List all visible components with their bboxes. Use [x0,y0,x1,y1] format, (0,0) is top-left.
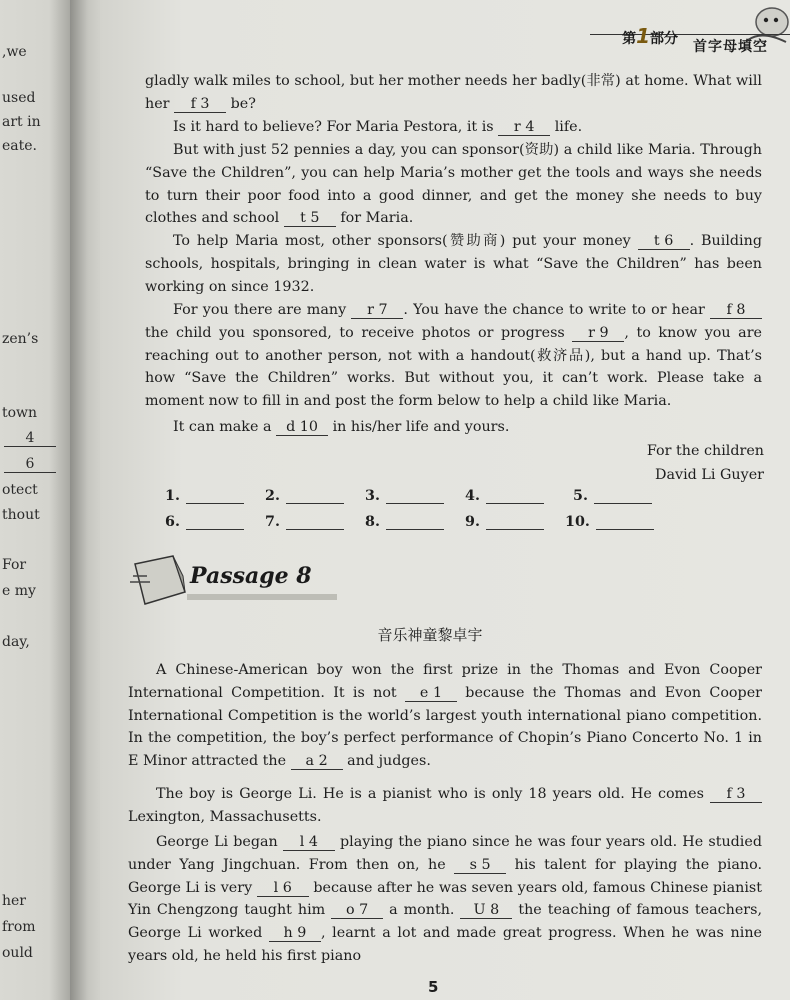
passage7-paragraph-3: But with just 52 pennies a day, you can sponsor(资助) a child like Maria. Through “Save the Children”, you can help Maria’s mother get the tools and ways she needs to turn their poor food into a good dinner, and get the money she needs to buy clothes and school t 5 for Maria. [145,142,762,227]
passage7-paragraph-4: To help Maria most, other sponsors(赞助商) put your money t 6 . Building schools, hospitals, bringing in clean water is what “Save the Children” has been working on since 1932. [145,233,762,295]
blank-p8-7[interactable]: o 7 [331,902,383,919]
blank-9[interactable]: r 9 [572,325,624,342]
section-label: 第1部分 [622,24,678,48]
left-blank-number: 6 [4,456,56,473]
passage8-paragraph-1: A Chinese-American boy won the first prize in the Thomas and Evon Cooper International Competition. It is not e 1 because the Thomas and Evon Cooper International Competition is the world’s largest youth international piano competition. In the competition, the boy’s perfect performance of Chopin’s Piano Concerto No. 1 in E Minor attracted the a 2 and judges. [128,662,762,770]
left-text-fragment: eate. [2,138,37,154]
signature-line-1: For the children [646,443,764,459]
blank-p8-9[interactable]: h 9 [269,925,321,942]
blank-p8-8[interactable]: U 8 [460,902,512,919]
blank-8[interactable]: f 8 [710,302,762,319]
left-text-fragment: zen’s [2,331,39,347]
left-text-fragment: from [2,919,36,935]
answer-line-10[interactable]: 10. [565,514,654,530]
header-rule [590,34,790,35]
blank-p8-4[interactable]: l 4 [283,834,335,851]
answer-line-1[interactable]: 1. [165,488,244,504]
blank-p8-3[interactable]: f 3 [710,786,762,803]
left-text-fragment: ould [2,945,33,961]
blank-3[interactable]: f 3 [174,96,226,113]
signature-line-2: David Li Guyer [655,467,764,483]
blank-p8-6[interactable]: l 6 [257,880,309,897]
left-text-fragment: her [2,893,26,909]
left-blank-number: 4 [4,430,56,447]
passage7-paragraph-6: It can make a d 10 in his/her life and yours. [173,419,510,435]
left-text-fragment: otect [2,482,38,498]
left-text-fragment: ,we [2,44,27,60]
left-text-fragment: used [2,90,36,106]
blank-10[interactable]: d 10 [276,419,328,436]
page-number: 5 [428,978,439,996]
blank-p8-2[interactable]: a 2 [291,753,343,770]
passage-8-heading: Passage 8 [190,563,312,589]
passage-8-cn-title: 音乐神童黎卓宇 [377,626,483,644]
section-number: 1 [636,24,650,48]
blank-p8-5[interactable]: s 5 [454,857,506,874]
answer-line-8[interactable]: 8. [365,514,444,530]
section-title: 首字母填空 [693,39,768,55]
left-text-fragment: For [2,557,27,573]
answer-line-4[interactable]: 4. [465,488,544,504]
left-text-fragment: day, [2,634,30,650]
left-text-fragment: art in [2,114,41,130]
left-text-fragment: thout [2,507,40,523]
passage8-paragraph-3: George Li began l 4 playing the piano since he was four years old. He studied under Yang Jingchuan. From then on, he s 5 his talent for playing the piano. George Li is very l 6 because after he was seven years old, famous Chinese pianist Yin Chengzong taught him o 7 a month. U 8 the teaching of famous teachers, George Li worked h 9 , learnt a lot and made great progress. When he was nine years old, he held his first piano [128,834,762,964]
blank-4[interactable]: r 4 [498,119,550,136]
blank-5[interactable]: t 5 [284,210,336,227]
passage7-paragraph-2: Is it hard to believe? For Maria Pestora, it is r 4 life. [173,119,583,135]
blank-6[interactable]: t 6 [638,233,690,250]
left-text-fragment: e my [2,583,36,599]
passage8-paragraph-2: The boy is George Li. He is a pianist who is only 18 years old. He comes f 3 Lexington, Massachusetts. [128,783,762,829]
blank-7[interactable]: r 7 [351,302,403,319]
answer-line-2[interactable]: 2. [265,488,344,504]
passage7-paragraph-5: For you there are many r 7 . You have the chance to write to or hear f 8 the child you sponsored, to receive photos or progress r 9 , to know you are reaching out to another person, not with a handout(救济品), but a hand up. That’s how “Save the Children” works. But without you, it can’t work. Please take a moment now to fill in and post the form below to help a child like Maria. [145,302,762,410]
passage7-paragraph-1: gladly walk miles to school, but her mother needs her badly(非常) at home. What will her f 3 be? [145,73,762,112]
blank-p8-1[interactable]: e 1 [405,685,457,702]
answer-line-7[interactable]: 7. [265,514,344,530]
answer-line-9[interactable]: 9. [465,514,544,530]
answer-line-6[interactable]: 6. [165,514,244,530]
left-page-edge [0,0,70,1000]
answer-line-3[interactable]: 3. [365,488,444,504]
answer-line-5[interactable]: 5. [573,488,652,504]
left-text-fragment: town [2,405,38,421]
